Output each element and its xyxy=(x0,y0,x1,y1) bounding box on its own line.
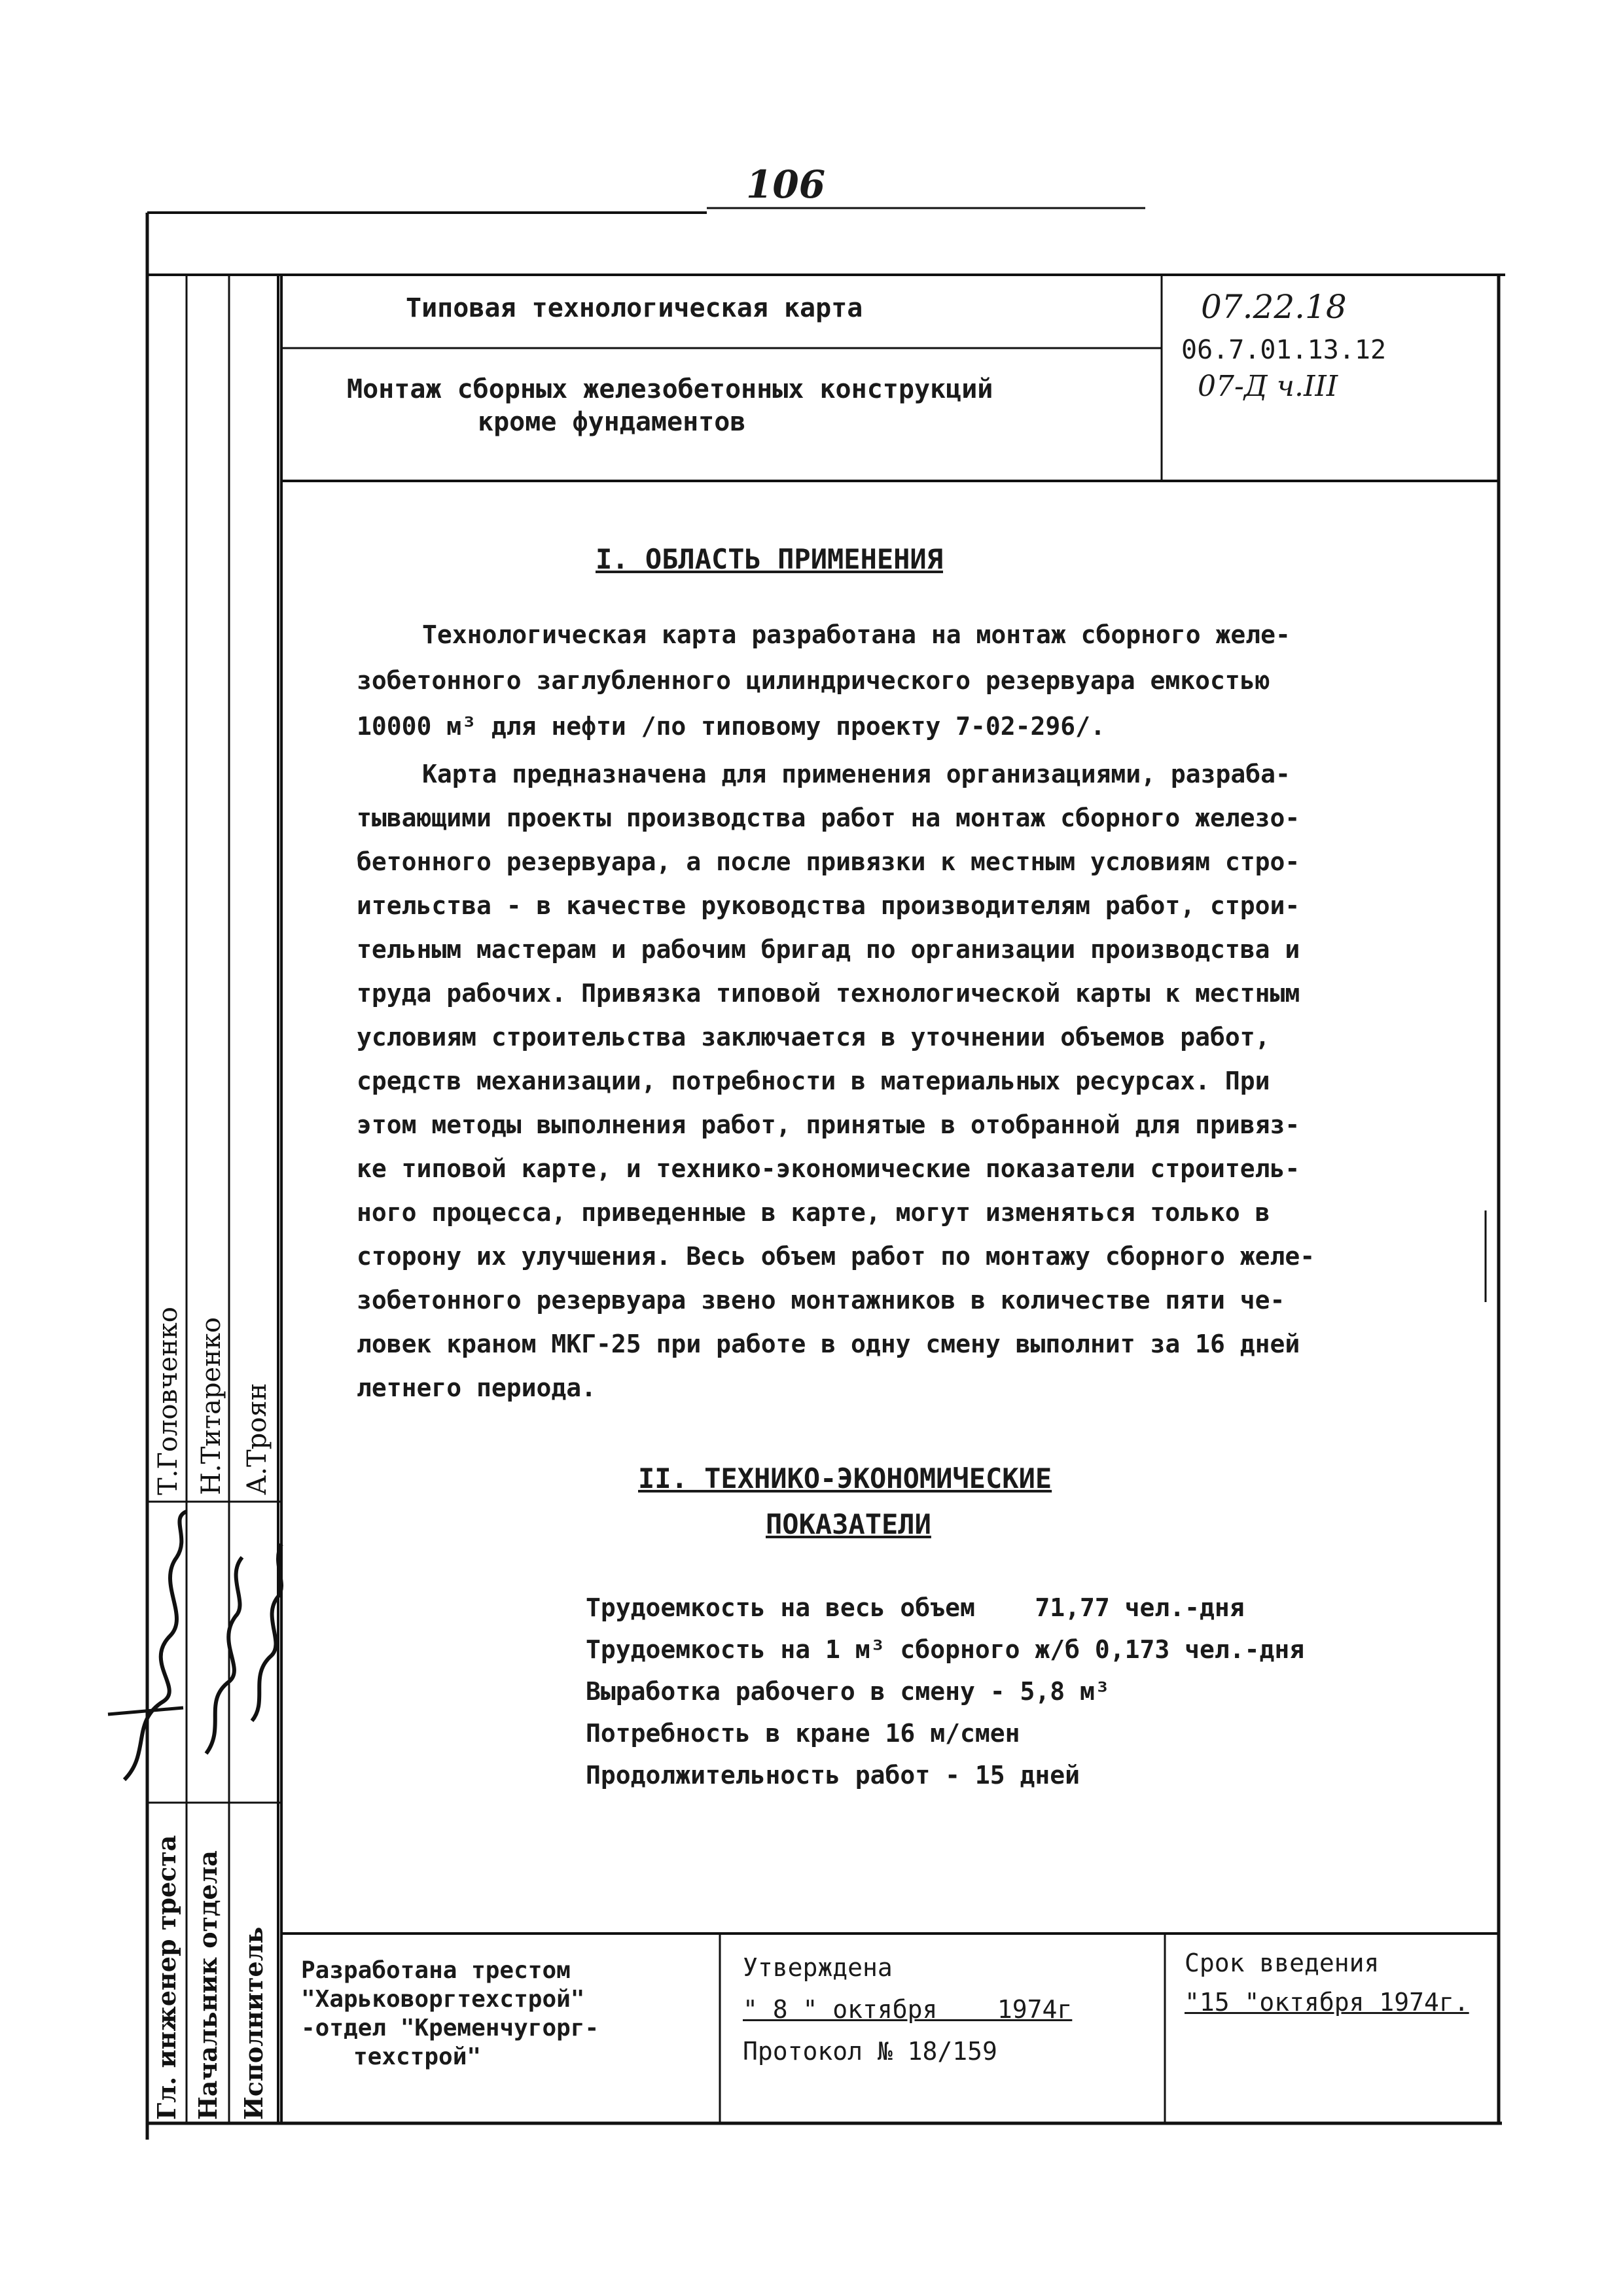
indicator-item: Выработка рабочего в смену - 5,8 м³ xyxy=(586,1677,1110,1706)
footer-approved xyxy=(743,1947,1072,2072)
para2-line: ительства - в качестве руководства производителям работ, строи- xyxy=(357,891,1300,920)
signature-executor xyxy=(252,1544,281,1721)
para2-line: бетонного резервуара, а после привязки к местным условиям стро- xyxy=(357,847,1300,876)
footer-developed xyxy=(301,1956,599,2072)
developed-line: "Харьковоргтехстрой" xyxy=(301,1986,585,2013)
approved-date: " 8 " октября 1974г xyxy=(743,1995,1073,2024)
indicator-item: Трудоемкость на весь объем 71,77 чел.-дня xyxy=(586,1593,1245,1622)
para2-line: этом методы выполнения работ, принятые в отобранной для привяз- xyxy=(357,1110,1300,1139)
para2-line: средств механизации, потребности в материальных ресурсах. При xyxy=(357,1067,1270,1095)
intro-date: "15 "октября 1974г. xyxy=(1185,1988,1469,2017)
para2-line: тывающими проекты производства работ на монтаж сборного железо- xyxy=(357,804,1300,832)
stamp-signatures xyxy=(105,1505,301,1799)
card-code-typed: 06.7.01.13.12 xyxy=(1181,335,1387,365)
approved-protocol: Протокол № 18/159 xyxy=(743,2037,997,2066)
stamp-role-chief-engineer: Гл. инженер треста xyxy=(152,1835,181,2120)
para2-line: ного процесса, приведенные в карте, могут изменяться только в xyxy=(357,1198,1270,1227)
para2-line: ловек краном МКГ-25 при работе в одну смену выполнит за 16 дней xyxy=(357,1330,1300,1358)
card-title-line1: Монтаж сборных железобетонных конструкций xyxy=(347,374,993,404)
indicator-item: Продолжительность работ - 15 дней xyxy=(586,1761,1080,1790)
para1-line: зобетонного заглубленного цилиндрического резервуара емкостью xyxy=(357,666,1270,695)
stamp-name-golovchenko: Т.Головченко xyxy=(153,1307,183,1495)
para2-line: летнего периода. xyxy=(357,1373,597,1402)
para1-line: 10000 м³ для нефти /по типовому проекту 7-02-296/. xyxy=(357,712,1105,741)
section1-heading: I. ОБЛАСТЬ ПРИМЕНЕНИЯ xyxy=(596,543,944,575)
footer-intro xyxy=(1185,1943,1469,2022)
page-number: 106 xyxy=(746,162,826,207)
section2-heading xyxy=(638,1456,1052,1547)
stamp-name-troyan: А.Троян xyxy=(242,1383,272,1495)
developed-line: -отдел "Кременчугорг- xyxy=(301,2015,599,2041)
card-code-handwritten: 07.22.18 xyxy=(1201,288,1347,326)
card-type: Типовая технологическая карта xyxy=(406,293,863,323)
section2-heading-line2: ПОКАЗАТЕЛИ xyxy=(766,1508,931,1540)
card-code-handwritten2: 07-Д ч.III xyxy=(1198,370,1338,403)
para2-line: тельным мастерам и рабочим бригад по организации производства и xyxy=(357,935,1300,964)
section2-heading-line1: II. ТЕХНИКО-ЭКОНОМИЧЕСКИЕ xyxy=(638,1462,1052,1494)
para2-line: труда рабочих. Привязка типовой технологической карты к местным xyxy=(357,979,1300,1008)
stamp-role-executor: Исполнитель xyxy=(239,1926,268,2120)
approved-label: Утверждена xyxy=(743,1953,893,1982)
card-title-line2: кроме фундаментов xyxy=(478,407,746,437)
para2-line: зобетонного резервуара звено монтажников в количестве пяти че- xyxy=(357,1286,1285,1315)
para2-line: ке типовой карте, и технико-экономические показатели строитель- xyxy=(357,1154,1300,1183)
indicators-list xyxy=(586,1587,1304,1796)
para1-line: Технологическая карта разработана на монтаж сборного желе- xyxy=(422,620,1291,649)
developed-line: техстрой" xyxy=(353,2043,482,2070)
para2-line: условиям строительства заключается в уточнении объемов работ, xyxy=(357,1023,1270,1051)
indicator-item: Трудоемкость на 1 м³ сборного ж/б 0,173 чел.-дня xyxy=(586,1635,1305,1664)
indicator-item: Потребность в кране 16 м/смен xyxy=(586,1719,1020,1748)
stamp-role-department-head: Начальник отдела xyxy=(193,1850,223,2120)
intro-label: Срок введения xyxy=(1185,1949,1380,1977)
para2-line: Карта предназначена для применения организациями, разраба- xyxy=(422,760,1291,788)
signature-chief-engineer xyxy=(124,1511,187,1780)
section1-body-para2 xyxy=(357,752,1315,1410)
developed-line: Разработана трестом xyxy=(301,1957,571,1984)
section1-body xyxy=(357,612,1291,749)
stamp-name-titarenko: Н.Титаренко xyxy=(196,1317,226,1495)
signature-department-head xyxy=(206,1557,242,1754)
para2-line: сторону их улучшения. Весь объем работ по монтажу сборного желе- xyxy=(357,1242,1315,1271)
